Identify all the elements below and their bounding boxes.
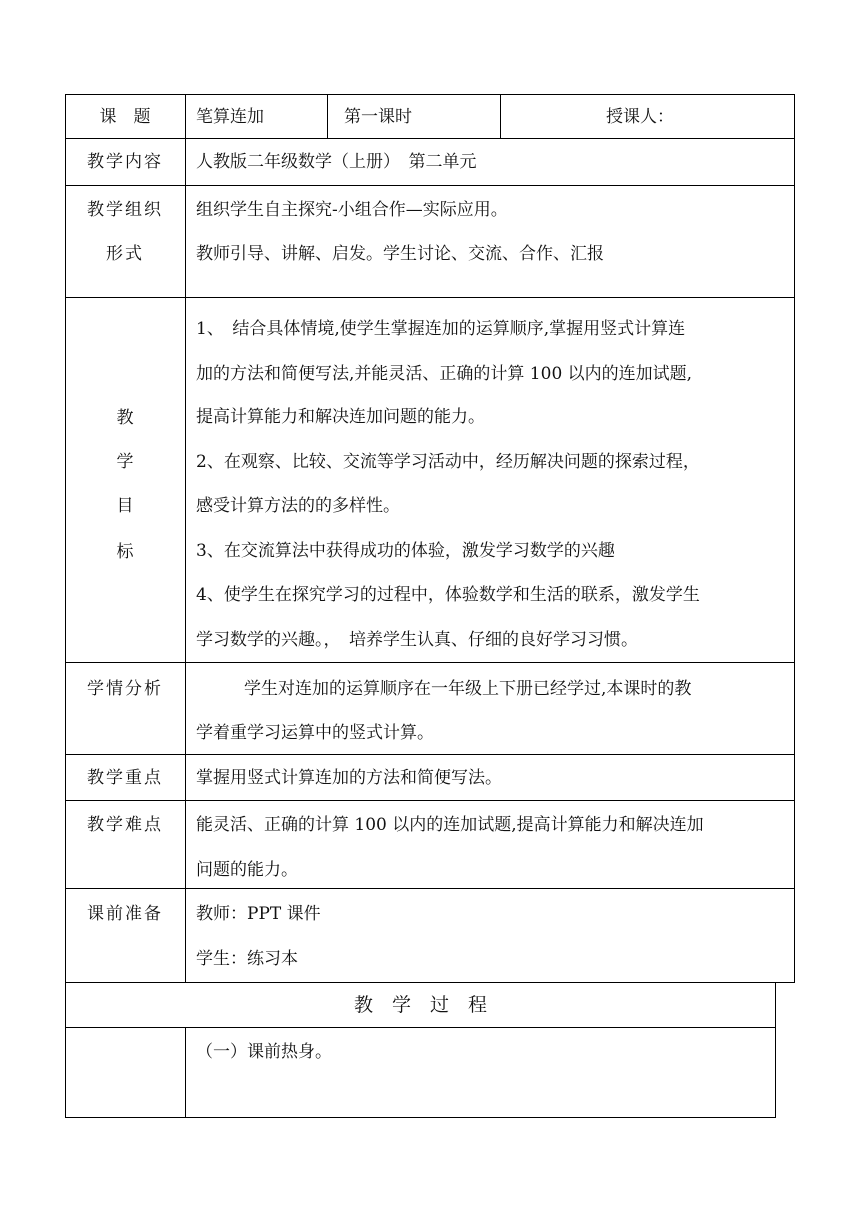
row-divider [65,800,795,801]
key-point-label: 教学重点 [87,768,163,788]
subject-value: 笔算连加 [196,107,264,127]
goal-line: 4、使学生在探究学习的过程中，体验数学和生活的联系，激发学生 [196,585,700,605]
goal-line: 感受计算方法的的多样性。 [196,496,400,516]
goals-label-char: 目 [116,496,134,516]
org-label-line-2: 形式 [106,244,144,264]
column-divider [327,94,328,138]
goal-line: 3、在交流算法中获得成功的体验，激发学习数学的兴趣 [196,541,615,561]
column-divider [185,94,186,982]
org-line-1: 组织学生自主探究-小组合作—实际应用。 [196,200,508,220]
teacher-label: 授课人： [606,107,674,127]
goal-line: 学习数学的兴趣。， 培养学生认真、仔细的良好学习习惯。 [196,630,638,650]
goal-line: 1、 结合具体情境,使学生掌握连加的运算顺序,掌握用竖式计算连 [196,319,686,339]
row-divider [65,1027,776,1028]
content-label: 教学内容 [87,152,163,172]
prep-line-1: 教师：PPT 课件 [196,904,321,924]
goals-label-char: 学 [116,452,134,472]
row-divider [65,662,795,663]
row-divider [65,888,795,889]
goals-label-char: 教 [116,408,134,428]
row-divider [65,185,795,186]
goal-line: 加的方法和简便写法,并能灵活、正确的计算 100 以内的连加试题, [196,364,693,384]
goals-label-char: 标 [116,542,134,562]
table-border [65,1117,776,1118]
column-divider [185,1027,186,1118]
analysis-label: 学情分析 [87,679,163,699]
difficulty-line-1: 能灵活、正确的计算 100 以内的连加试题,提高计算能力和解决连加 [196,815,704,835]
row-divider [65,982,795,983]
key-point-value: 掌握用竖式计算连加的方法和简便写法。 [196,768,502,788]
difficulty-label: 教学难点 [87,815,163,835]
difficulty-line-2: 问题的能力。 [196,860,298,880]
goal-line: 提高计算能力和解决连加问题的能力。 [196,407,485,427]
row-divider [65,754,795,755]
row-divider [65,138,795,139]
period-label: 第一课时 [344,107,412,127]
table-border [65,94,66,982]
analysis-line-1: 学生对连加的运算顺序在一年级上下册已经学过,本课时的教 [244,679,692,699]
prep-line-2: 学生：练习本 [196,949,298,969]
process-step-1: （一）课前热身。 [196,1042,332,1062]
content-value: 人教版二年级数学（上册） 第二单元 [196,152,477,172]
table-border [794,94,795,982]
column-divider [500,94,501,138]
subject-label: 课 题 [99,107,151,127]
process-title: 教 学 过 程 [353,994,487,1016]
org-line-2: 教师引导、讲解、启发。学生讨论、交流、合作、汇报 [196,244,604,264]
goal-line: 2、在观察、比较、交流等学习活动中，经历解决问题的探索过程， [196,452,700,472]
row-divider [65,297,795,298]
prep-label: 课前准备 [87,904,163,924]
analysis-line-2: 学着重学习运算中的竖式计算。 [196,723,434,743]
table-border [65,94,795,95]
org-label-line-1: 教学组织 [87,200,163,220]
